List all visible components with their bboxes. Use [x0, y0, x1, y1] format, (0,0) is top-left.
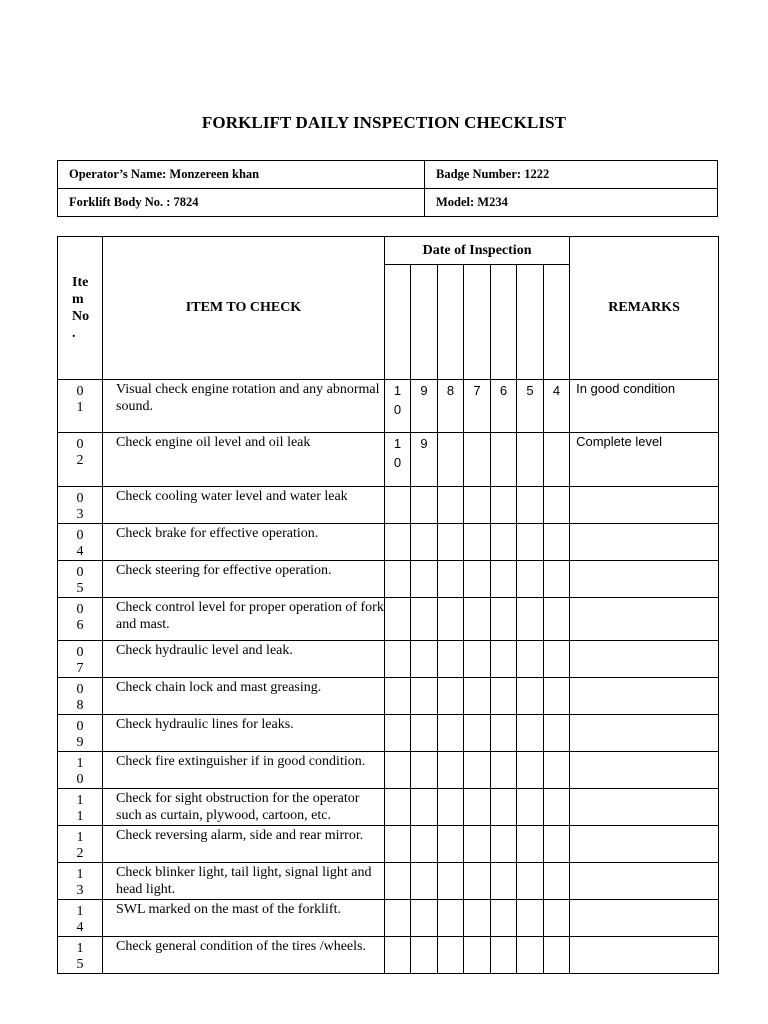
- inspection-date-cell: [544, 826, 570, 863]
- remark-cell: [570, 524, 719, 561]
- table-row: [58, 598, 719, 641]
- inspection-date-cell: [544, 900, 570, 937]
- inspection-date-cell: [385, 487, 411, 524]
- remark-cell: [570, 641, 719, 678]
- operator-info-table: [57, 160, 718, 217]
- inspection-date-cell: [517, 433, 544, 487]
- inspection-date-cell: [544, 433, 570, 487]
- item-number: 05: [58, 561, 103, 598]
- inspection-date-cell: 5: [517, 380, 544, 433]
- inspection-checklist-table: [57, 236, 719, 974]
- inspection-date-cell: [464, 752, 491, 789]
- item-number: 07: [58, 641, 103, 678]
- item-number: 01: [58, 380, 103, 433]
- inspection-date-cell: [544, 752, 570, 789]
- inspection-date-cell: 4: [544, 380, 570, 433]
- inspection-date-cell: [385, 715, 411, 752]
- item-number: 06: [58, 598, 103, 641]
- inspection-date-cell: [464, 900, 491, 937]
- inspection-date-cell: [464, 937, 491, 974]
- inspection-date-cell: [385, 598, 411, 641]
- table-row: [58, 863, 719, 900]
- inspection-date-cell: [438, 937, 464, 974]
- table-row: [58, 826, 719, 863]
- inspection-date-cell: [517, 678, 544, 715]
- remark-cell: [570, 863, 719, 900]
- table-row: [58, 561, 719, 598]
- item-description: Check hydraulic lines for leaks.: [103, 715, 385, 752]
- item-description: Check blinker light, tail light, signal light and head light.: [103, 863, 385, 900]
- table-row: [58, 487, 719, 524]
- item-number: 13: [58, 863, 103, 900]
- item-number: 03: [58, 487, 103, 524]
- inspection-date-cell: [411, 752, 438, 789]
- inspection-date-cell: [517, 715, 544, 752]
- date-column-4: [464, 265, 491, 380]
- page-title: FORKLIFT DAILY INSPECTION CHECKLIST: [201, 113, 567, 132]
- inspection-date-cell: [464, 487, 491, 524]
- inspection-date-cell: [464, 524, 491, 561]
- inspection-date-cell: [438, 715, 464, 752]
- inspection-date-cell: [464, 715, 491, 752]
- inspection-date-cell: [411, 826, 438, 863]
- inspection-date-cell: [491, 900, 517, 937]
- inspection-date-cell: [491, 715, 517, 752]
- inspection-date-cell: [411, 863, 438, 900]
- date-column-1: [385, 265, 411, 380]
- model-number: Model: M234: [425, 189, 718, 217]
- inspection-date-cell: [438, 789, 464, 826]
- inspection-date-cell: [385, 641, 411, 678]
- inspection-date-cell: [411, 715, 438, 752]
- inspection-date-cell: [438, 863, 464, 900]
- inspection-date-cell: [544, 715, 570, 752]
- inspection-date-cell: [385, 863, 411, 900]
- inspection-date-cell: [411, 561, 438, 598]
- inspection-date-cell: [544, 598, 570, 641]
- inspection-date-cell: [491, 863, 517, 900]
- inspection-date-cell: 8: [438, 380, 464, 433]
- item-number: 04: [58, 524, 103, 561]
- item-number: 09: [58, 715, 103, 752]
- inspection-date-cell: [411, 937, 438, 974]
- table-row: [58, 433, 719, 487]
- item-description: Check reversing alarm, side and rear mirror.: [103, 826, 385, 863]
- remark-cell: [570, 752, 719, 789]
- inspection-date-cell: [517, 937, 544, 974]
- inspection-date-cell: [544, 678, 570, 715]
- item-description: Check engine oil level and oil leak: [103, 433, 385, 487]
- item-number: 12: [58, 826, 103, 863]
- table-row: [58, 380, 719, 433]
- inspection-date-cell: [411, 524, 438, 561]
- forklift-body-number: Forklift Body No. : 7824: [58, 189, 425, 217]
- inspection-date-cell: [491, 561, 517, 598]
- date-column-3: [438, 265, 464, 380]
- inspection-date-cell: [438, 561, 464, 598]
- inspection-date-cell: [544, 937, 570, 974]
- inspection-date-cell: [517, 524, 544, 561]
- remark-cell: Complete level: [570, 433, 719, 487]
- inspection-date-cell: [517, 641, 544, 678]
- inspection-date-cell: [464, 789, 491, 826]
- inspection-date-cell: [517, 752, 544, 789]
- item-number-header: Ite m No.: [58, 237, 103, 380]
- inspection-date-cell: [385, 752, 411, 789]
- item-description: Check for sight obstruction for the operator such as curtain, plywood, cartoon, etc.: [103, 789, 385, 826]
- inspection-date-cell: [438, 752, 464, 789]
- remark-cell: [570, 598, 719, 641]
- inspection-date-cell: [544, 561, 570, 598]
- table-row: [58, 524, 719, 561]
- inspection-date-cell: [491, 826, 517, 863]
- inspection-date-cell: [544, 863, 570, 900]
- item-description: Check steering for effective operation.: [103, 561, 385, 598]
- badge-number: Badge Number: 1222: [425, 161, 718, 189]
- inspection-date-cell: [517, 863, 544, 900]
- item-description: SWL marked on the mast of the forklift.: [103, 900, 385, 937]
- item-description: Check cooling water level and water leak: [103, 487, 385, 524]
- inspection-date-cell: [438, 487, 464, 524]
- inspection-date-cell: [464, 433, 491, 487]
- item-description: Check chain lock and mast greasing.: [103, 678, 385, 715]
- inspection-date-cell: [411, 900, 438, 937]
- inspection-date-cell: [491, 937, 517, 974]
- item-number: 14: [58, 900, 103, 937]
- inspection-date-cell: [544, 524, 570, 561]
- remark-cell: [570, 561, 719, 598]
- inspection-date-cell: [464, 641, 491, 678]
- item-number: 15: [58, 937, 103, 974]
- remark-cell: [570, 715, 719, 752]
- inspection-date-cell: [464, 598, 491, 641]
- remark-cell: [570, 487, 719, 524]
- date-column-6: [517, 265, 544, 380]
- date-column-5: [491, 265, 517, 380]
- remarks-header: REMARKS: [570, 237, 719, 380]
- inspection-date-cell: [411, 598, 438, 641]
- inspection-date-cell: [464, 826, 491, 863]
- item-description: Check hydraulic level and leak.: [103, 641, 385, 678]
- item-description: Check brake for effective operation.: [103, 524, 385, 561]
- item-description: Check general condition of the tires /wheels.: [103, 937, 385, 974]
- inspection-date-cell: [438, 433, 464, 487]
- inspection-date-cell: [517, 900, 544, 937]
- inspection-date-cell: [491, 433, 517, 487]
- remark-cell: [570, 826, 719, 863]
- inspection-date-cell: [385, 561, 411, 598]
- inspection-date-cell: [544, 641, 570, 678]
- table-row: [58, 789, 719, 826]
- remark-cell: In good condition: [570, 380, 719, 433]
- table-row: [58, 715, 719, 752]
- inspection-date-cell: [491, 789, 517, 826]
- inspection-date-cell: [517, 561, 544, 598]
- inspection-date-cell: [491, 752, 517, 789]
- inspection-date-cell: [544, 487, 570, 524]
- inspection-date-cell: [438, 900, 464, 937]
- inspection-date-cell: [385, 900, 411, 937]
- inspection-date-cell: [411, 487, 438, 524]
- item-number: 08: [58, 678, 103, 715]
- inspection-date-cell: [385, 524, 411, 561]
- inspection-date-cell: [438, 641, 464, 678]
- date-of-inspection-header: Date of Inspection: [385, 237, 570, 265]
- remark-cell: [570, 789, 719, 826]
- inspection-date-cell: [517, 487, 544, 524]
- inspection-date-cell: [438, 826, 464, 863]
- inspection-date-cell: [491, 598, 517, 641]
- inspection-date-cell: [411, 678, 438, 715]
- inspection-date-cell: [517, 598, 544, 641]
- inspection-date-cell: [517, 826, 544, 863]
- inspection-date-cell: 9: [411, 433, 438, 487]
- item-description: Check control level for proper operation of fork and mast.: [103, 598, 385, 641]
- date-column-2: [411, 265, 438, 380]
- operator-name: Operator’s Name: Monzereen khan: [58, 161, 425, 189]
- inspection-date-cell: [438, 678, 464, 715]
- table-row: [58, 752, 719, 789]
- remark-cell: [570, 900, 719, 937]
- item-to-check-header: ITEM TO CHECK: [103, 237, 385, 380]
- inspection-date-cell: [385, 678, 411, 715]
- item-number: 10: [58, 752, 103, 789]
- table-row: [58, 641, 719, 678]
- table-row: [58, 900, 719, 937]
- inspection-date-cell: [491, 678, 517, 715]
- inspection-date-cell: [491, 524, 517, 561]
- inspection-date-cell: [411, 641, 438, 678]
- remark-cell: [570, 678, 719, 715]
- date-column-7: [544, 265, 570, 380]
- inspection-date-cell: [464, 561, 491, 598]
- inspection-date-cell: [438, 524, 464, 561]
- inspection-date-cell: [517, 789, 544, 826]
- table-row: [58, 678, 719, 715]
- item-number: 02: [58, 433, 103, 487]
- inspection-date-cell: [491, 487, 517, 524]
- inspection-date-cell: 7: [464, 380, 491, 433]
- inspection-date-cell: [438, 598, 464, 641]
- inspection-date-cell: 10: [385, 380, 411, 433]
- inspection-date-cell: [385, 937, 411, 974]
- inspection-date-cell: [385, 826, 411, 863]
- inspection-date-cell: 9: [411, 380, 438, 433]
- item-description: Visual check engine rotation and any abnormal sound.: [103, 380, 385, 433]
- inspection-date-cell: [464, 678, 491, 715]
- inspection-date-cell: [491, 641, 517, 678]
- inspection-date-cell: 6: [491, 380, 517, 433]
- inspection-date-cell: [544, 789, 570, 826]
- inspection-date-cell: 10: [385, 433, 411, 487]
- inspection-date-cell: [464, 863, 491, 900]
- inspection-date-cell: [411, 789, 438, 826]
- inspection-date-cell: [385, 789, 411, 826]
- remark-cell: [570, 937, 719, 974]
- item-number: 11: [58, 789, 103, 826]
- item-description: Check fire extinguisher if in good condition.: [103, 752, 385, 789]
- table-row: [58, 937, 719, 974]
